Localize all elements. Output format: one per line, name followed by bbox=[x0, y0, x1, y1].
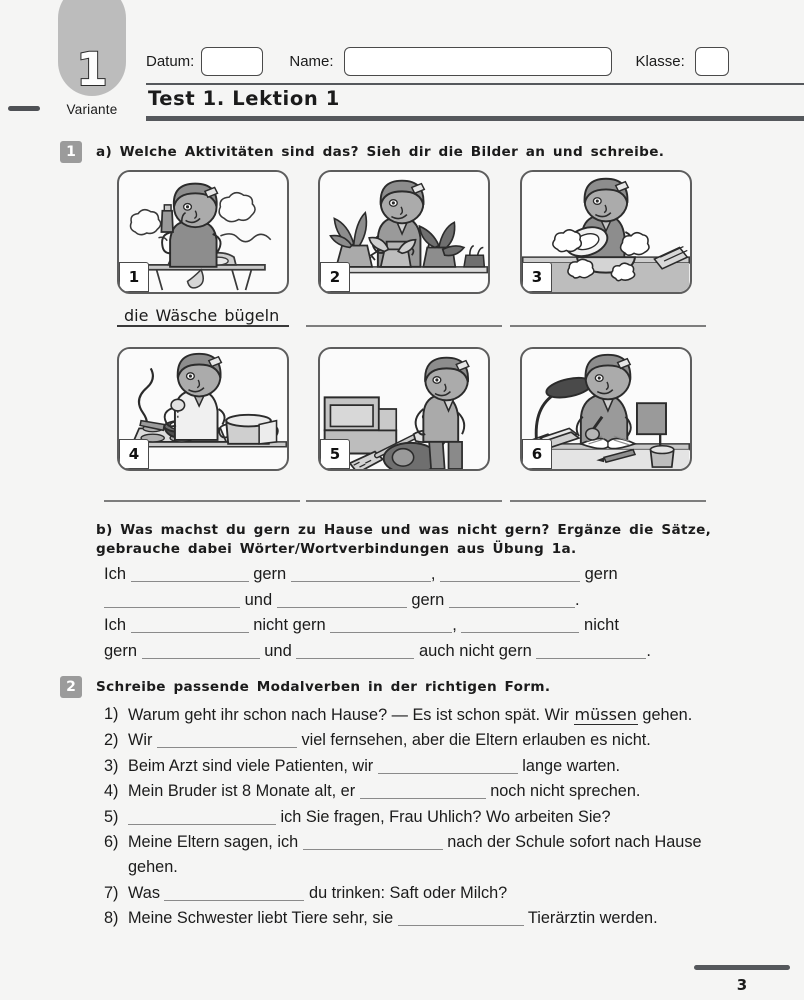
variante-label: Variante bbox=[66, 102, 118, 117]
datum-field[interactable] bbox=[201, 47, 263, 76]
exercise-1b-sentences bbox=[104, 562, 724, 664]
item-1-answer[interactable]: müssen bbox=[574, 705, 637, 724]
header-rule-thick bbox=[146, 116, 804, 121]
item-number-3: 3) bbox=[104, 756, 119, 775]
item-3-answer-blank[interactable] bbox=[378, 759, 518, 774]
item-8-before: Meine Schwester liebt Tiere sehr, sie bbox=[128, 909, 398, 928]
blank-2[interactable] bbox=[291, 567, 431, 582]
picture-number-2: 2 bbox=[320, 262, 350, 292]
item-text-8 bbox=[128, 906, 734, 931]
item-2-answer-blank[interactable] bbox=[157, 733, 297, 748]
sentence-row-1 bbox=[104, 562, 724, 588]
name-label: Name: bbox=[289, 52, 334, 70]
exercise-1b-prompt-line2: gebrauche dabei Wörter/Wortverbindungen aus Übung 1a. bbox=[96, 541, 577, 558]
list-item bbox=[104, 754, 734, 779]
blank-9[interactable] bbox=[461, 618, 579, 633]
list-item bbox=[104, 830, 734, 881]
picture-panel-5 bbox=[318, 347, 490, 471]
klasse-label: Klasse: bbox=[635, 52, 685, 70]
list-item bbox=[104, 805, 734, 830]
sentence-row-4 bbox=[104, 639, 724, 665]
answer-line-3[interactable] bbox=[510, 325, 706, 327]
answer-line-4[interactable] bbox=[104, 500, 300, 502]
sentence-2-word-1: und bbox=[244, 590, 273, 609]
answer-line-5[interactable] bbox=[306, 500, 502, 502]
variante-number: 1 bbox=[76, 43, 108, 96]
sentence-1-word-1: Ich bbox=[104, 565, 127, 583]
item-4-before: Mein Bruder ist 8 Monate alt, er bbox=[128, 782, 360, 801]
variante-tab bbox=[58, 0, 126, 96]
item-text-5 bbox=[128, 805, 734, 830]
item-6-answer-blank[interactable] bbox=[303, 835, 443, 850]
left-margin-dash bbox=[8, 106, 40, 111]
picture-panel-4 bbox=[117, 347, 289, 471]
sentence-1-word-4: gern bbox=[584, 565, 618, 583]
picture-number-1: 1 bbox=[119, 262, 149, 292]
blank-5[interactable] bbox=[277, 593, 407, 608]
sentence-4-word-1: gern bbox=[104, 641, 138, 660]
item-text-6 bbox=[128, 830, 734, 881]
item-text-4 bbox=[128, 779, 734, 804]
sentence-3-word-1: Ich bbox=[104, 616, 127, 634]
header-rule-thin bbox=[146, 83, 804, 85]
name-field[interactable] bbox=[344, 47, 612, 76]
page-title: Test 1. Lektion 1 bbox=[148, 87, 340, 110]
sentence-row-3 bbox=[104, 613, 724, 639]
sentence-4-word-3: auch nicht gern bbox=[418, 641, 532, 660]
sentence-row-2 bbox=[104, 588, 724, 614]
sentence-3-word-2: nicht gern bbox=[253, 616, 326, 634]
list-item bbox=[104, 728, 734, 753]
blank-10[interactable] bbox=[142, 644, 260, 659]
item-number-7: 7) bbox=[104, 883, 119, 902]
blank-12[interactable] bbox=[536, 644, 646, 659]
sentence-2-word-2: gern bbox=[411, 590, 445, 609]
list-item bbox=[104, 779, 734, 804]
picture-answer-1[interactable]: die Wäsche bügeln bbox=[124, 306, 280, 325]
blank-7[interactable] bbox=[131, 618, 249, 633]
picture-panel-1 bbox=[117, 170, 289, 294]
blank-6[interactable] bbox=[449, 593, 575, 608]
item-text-2 bbox=[128, 728, 734, 753]
exercise-1-badge: 1 bbox=[60, 141, 82, 163]
item-7-before: Was bbox=[128, 883, 165, 902]
item-3-before: Beim Arzt sind viele Patienten, wir bbox=[128, 756, 378, 775]
item-number-4: 4) bbox=[104, 782, 119, 801]
picture-number-4: 4 bbox=[119, 439, 149, 469]
item-5-after: ich Sie fragen, Frau Uhlich? Wo arbeiten Sie? bbox=[276, 807, 611, 826]
list-item bbox=[104, 906, 734, 931]
item-text-7 bbox=[128, 881, 734, 906]
item-7-answer-blank[interactable] bbox=[164, 886, 304, 901]
item-8-answer-blank[interactable] bbox=[398, 911, 524, 926]
list-item bbox=[104, 881, 734, 906]
blank-1[interactable] bbox=[131, 567, 249, 582]
item-4-after: noch nicht sprechen. bbox=[485, 782, 641, 801]
sentence-4-word-4: . bbox=[646, 641, 651, 660]
picture-panel-2 bbox=[318, 170, 490, 294]
sentence-3-word-4: nicht bbox=[584, 616, 619, 634]
klasse-field[interactable] bbox=[695, 47, 729, 76]
list-item bbox=[104, 702, 734, 728]
datum-label: Datum: bbox=[146, 52, 195, 70]
item-5-answer-blank[interactable] bbox=[128, 810, 276, 825]
picture-panel-3 bbox=[520, 170, 692, 294]
picture-panel-6 bbox=[520, 347, 692, 471]
sentence-1-word-2: gern bbox=[253, 565, 287, 583]
item-number-8: 8) bbox=[104, 909, 119, 928]
item-number-2: 2) bbox=[104, 731, 119, 750]
picture-number-5: 5 bbox=[320, 439, 350, 469]
answer-line-6[interactable] bbox=[510, 500, 706, 502]
footer-bar bbox=[694, 965, 790, 970]
item-1-before: Warum geht ihr schon nach Hause? — Es ist schon spät. Wir bbox=[128, 706, 574, 724]
item-text-3 bbox=[128, 754, 734, 779]
item-7-after: du trinken: Saft oder Milch? bbox=[304, 883, 508, 902]
item-6-after: nach der Schule sofort nach Hause gehen. bbox=[128, 833, 702, 877]
exercise-2-prompt: Schreibe passende Modalverben in der richtigen Form. bbox=[96, 679, 551, 695]
exercise-1b-prompt bbox=[96, 521, 756, 560]
page-number: 3 bbox=[736, 976, 748, 994]
blank-11[interactable] bbox=[296, 644, 414, 659]
item-2-after: viel fernsehen, aber die Eltern erlauben es nicht. bbox=[296, 731, 651, 750]
answer-line-1[interactable] bbox=[117, 325, 289, 327]
exercise-2-badge: 2 bbox=[60, 676, 82, 698]
sentence-4-word-2: und bbox=[264, 641, 292, 660]
sentence-3-word-3: , bbox=[452, 616, 457, 634]
item-number-1: 1) bbox=[104, 705, 119, 723]
item-1-after: gehen. bbox=[637, 706, 693, 724]
item-number-6: 6) bbox=[104, 833, 119, 852]
item-2-before: Wir bbox=[128, 731, 157, 750]
sentence-2-word-3: . bbox=[574, 590, 580, 609]
item-3-after: lange warten. bbox=[517, 756, 621, 775]
item-6-before: Meine Eltern sagen, ich bbox=[128, 833, 303, 852]
picture-number-3: 3 bbox=[522, 262, 552, 292]
picture-number-6: 6 bbox=[522, 439, 552, 469]
blank-4[interactable] bbox=[104, 593, 240, 608]
exercise-1b-prompt-line1: b) Was machst du gern zu Hause und was nicht gern? Ergänze die Sätze, bbox=[96, 522, 712, 538]
answer-line-2[interactable] bbox=[306, 325, 502, 327]
header-form bbox=[146, 46, 804, 76]
blank-8[interactable] bbox=[330, 618, 452, 633]
blank-3[interactable] bbox=[440, 567, 580, 582]
sentence-1-word-3: , bbox=[430, 565, 436, 583]
exercise-2-items bbox=[104, 702, 734, 932]
item-8-after: Tierärztin werden. bbox=[523, 909, 658, 928]
item-text-1 bbox=[128, 702, 734, 728]
item-4-answer-blank[interactable] bbox=[360, 784, 486, 799]
item-number-5: 5) bbox=[104, 807, 119, 826]
exercise-1a-prompt: a) Welche Aktivitäten sind das? Sieh dir die Bilder an und schreibe. bbox=[96, 144, 665, 160]
